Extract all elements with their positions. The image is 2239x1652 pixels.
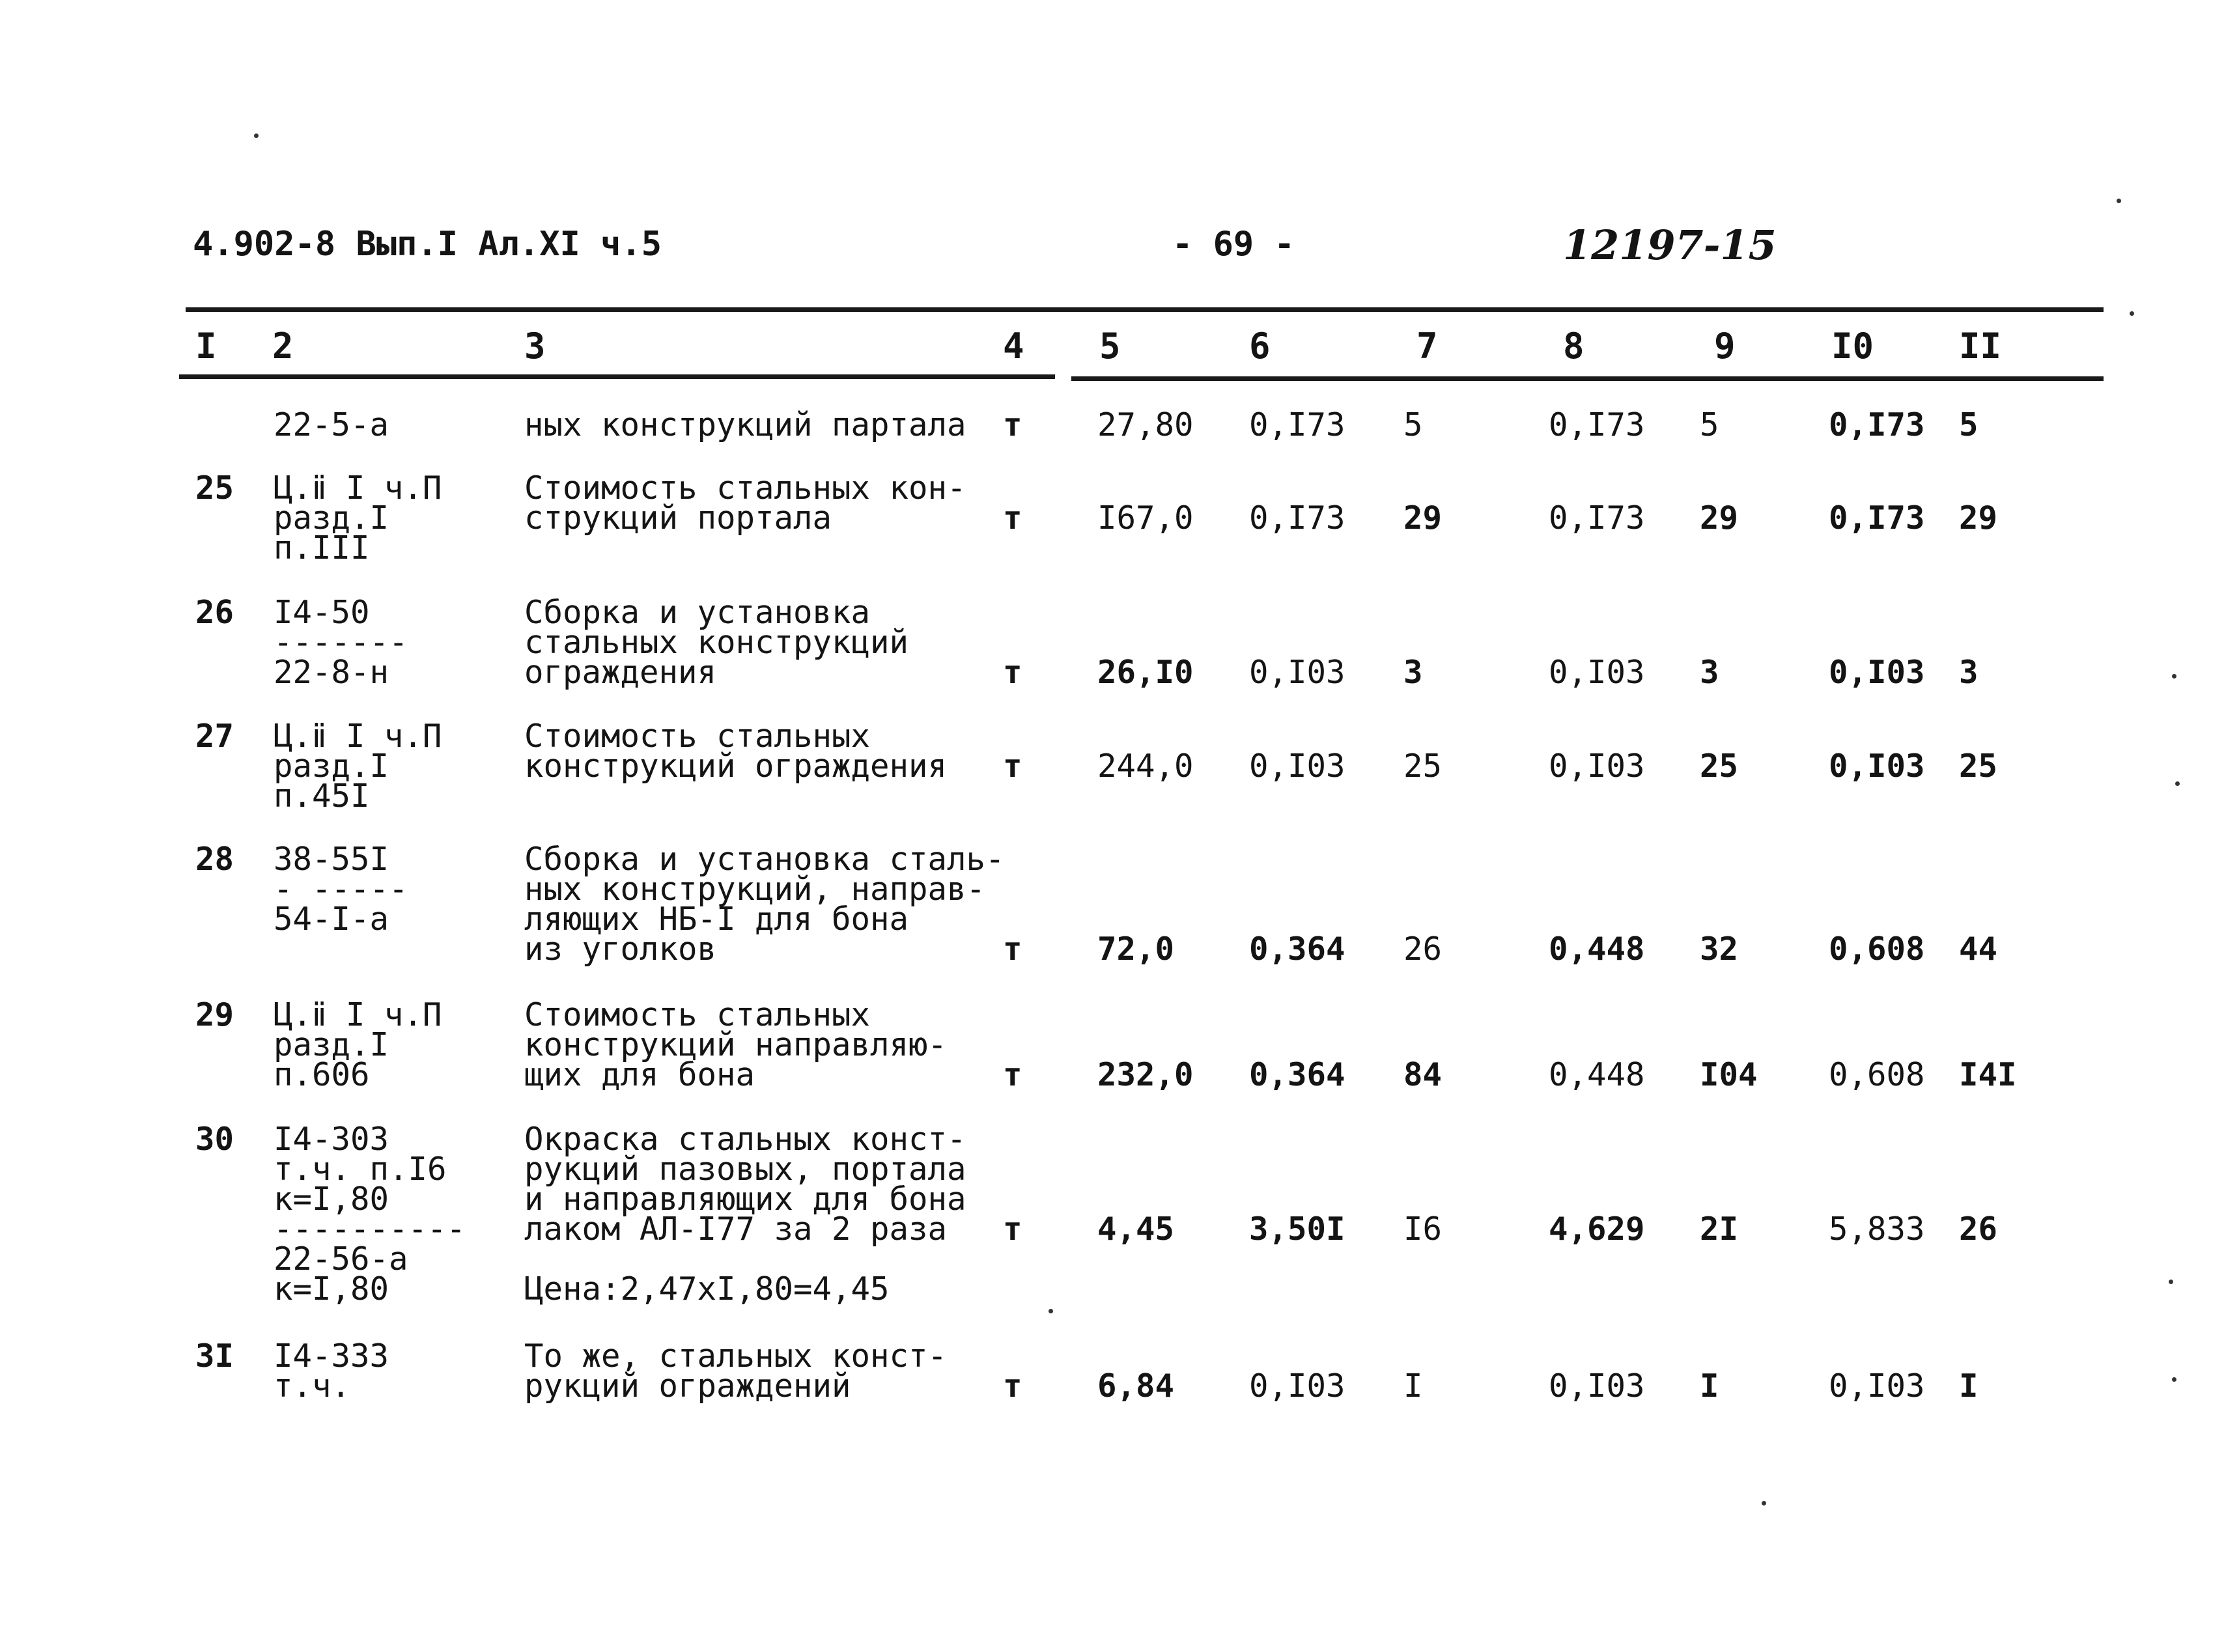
- row-value-10: 0,I73: [1829, 499, 1925, 537]
- row-value-8: 0,I03: [1549, 1367, 1645, 1405]
- row-value-7: 29: [1403, 499, 1443, 537]
- row-number: 30: [195, 1121, 234, 1158]
- scan-speck: [2172, 1377, 2176, 1382]
- row-value-8: 0,I73: [1549, 499, 1645, 537]
- row-number: 3I: [195, 1337, 234, 1375]
- column-header-9: 9: [1714, 326, 1736, 367]
- row-description: Окраска стальных конст- рукций пазовых, портала и направляющих для бона лаком АЛ-I77 за 2 раза Цена:2,47хI,80=4,45: [524, 1121, 966, 1308]
- scan-speck: [1049, 1309, 1053, 1313]
- registration-number: 12197-15: [1563, 221, 1777, 269]
- table-header-rule-right: [1071, 376, 2104, 381]
- row-unit: т: [1003, 748, 1022, 785]
- scan-speck: [1762, 1501, 1766, 1505]
- row-value-11: 44: [1959, 931, 1998, 968]
- row-value-6: 0,I73: [1249, 406, 1345, 443]
- row-unit: т: [1003, 1367, 1022, 1405]
- row-number: 26: [195, 594, 234, 631]
- row-description: Стоимость стальных конструкций направляю- щих для бона: [524, 996, 948, 1093]
- column-header-10: I0: [1831, 326, 1874, 367]
- row-code: Ц.ⅱ I ч.П разд.I п.606: [274, 996, 442, 1093]
- column-header-7: 7: [1416, 326, 1438, 367]
- row-code: 38-55I - ----- 54-I-а: [274, 841, 408, 938]
- row-unit: т: [1003, 499, 1022, 537]
- row-unit: т: [1003, 654, 1022, 691]
- scan-speck: [254, 133, 259, 138]
- row-value-9: 32: [1700, 931, 1739, 968]
- row-unit: т: [1003, 1056, 1022, 1093]
- row-value-11: 26: [1959, 1211, 1998, 1248]
- row-value-9: I: [1700, 1367, 1719, 1405]
- row-value-6: 3,50I: [1249, 1211, 1345, 1248]
- scan-speck: [2169, 1280, 2173, 1284]
- row-number: 25: [195, 469, 234, 507]
- row-value-5: 244,0: [1097, 748, 1194, 785]
- row-number: 29: [195, 996, 234, 1033]
- row-code: I4-333 т.ч.: [274, 1337, 389, 1405]
- row-value-6: 0,364: [1249, 931, 1345, 968]
- row-value-10: 0,I03: [1829, 1367, 1925, 1405]
- scan-speck: [2130, 311, 2134, 316]
- row-value-9: 2I: [1700, 1211, 1739, 1248]
- row-value-7: 84: [1403, 1056, 1443, 1093]
- row-value-10: 0,I03: [1829, 748, 1925, 785]
- scan-speck: [2117, 199, 2121, 203]
- column-header-1: I: [195, 326, 217, 367]
- row-description: ных конструкций партала: [524, 406, 966, 443]
- row-value-10: 5,833: [1829, 1211, 1925, 1248]
- row-value-10: 0,I03: [1829, 654, 1925, 691]
- row-value-11: I4I: [1959, 1056, 2017, 1093]
- row-value-10: 0,I73: [1829, 406, 1925, 443]
- row-value-11: 25: [1959, 748, 1998, 785]
- row-value-5: 4,45: [1097, 1211, 1175, 1248]
- row-value-7: I6: [1403, 1211, 1443, 1248]
- row-value-9: 5: [1700, 406, 1719, 443]
- row-value-6: 0,I03: [1249, 1367, 1345, 1405]
- row-code: 22-5-а: [274, 406, 389, 443]
- scan-speck: [2175, 781, 2180, 786]
- page-number: - 69 -: [1172, 225, 1295, 264]
- row-value-8: 0,I03: [1549, 748, 1645, 785]
- row-code: Ц.ⅱ I ч.П разд.I п.III: [274, 469, 442, 567]
- row-value-9: 3: [1700, 654, 1719, 691]
- row-value-5: 26,I0: [1097, 654, 1194, 691]
- row-value-8: 0,448: [1549, 1056, 1645, 1093]
- column-header-6: 6: [1249, 326, 1271, 367]
- row-value-8: 0,I03: [1549, 654, 1645, 691]
- row-value-7: 26: [1403, 931, 1443, 968]
- row-code: Ц.ⅱ I ч.П разд.I п.45I: [274, 718, 442, 815]
- row-value-9: 29: [1700, 499, 1739, 537]
- row-value-9: I04: [1700, 1056, 1758, 1093]
- row-value-8: 4,629: [1549, 1211, 1645, 1248]
- column-header-4: 4: [1003, 326, 1024, 367]
- row-value-8: 0,I73: [1549, 406, 1645, 443]
- row-unit: т: [1003, 406, 1022, 443]
- row-value-11: 3: [1959, 654, 1978, 691]
- row-value-5: 232,0: [1097, 1056, 1194, 1093]
- row-value-11: 29: [1959, 499, 1998, 537]
- row-value-11: I: [1959, 1367, 1978, 1405]
- table-top-rule: [186, 307, 2104, 312]
- row-description: Стоимость стальных кон- струкций портала: [524, 469, 966, 537]
- row-value-5: 6,84: [1097, 1367, 1175, 1405]
- row-description: Сборка и установка стальных конструкций ограждения: [524, 594, 909, 691]
- row-code: I4-303 т.ч. п.I6 к=I,80 ---------- 22-56-а к=I,80: [274, 1121, 466, 1308]
- row-unit: т: [1003, 1211, 1022, 1248]
- row-value-6: 0,I03: [1249, 748, 1345, 785]
- row-unit: т: [1003, 931, 1022, 968]
- column-header-11: II: [1959, 326, 2002, 367]
- row-number: 28: [195, 841, 234, 878]
- row-value-10: 0,608: [1829, 931, 1925, 968]
- scan-speck: [2172, 674, 2176, 679]
- row-value-5: 72,0: [1097, 931, 1175, 968]
- row-value-6: 0,364: [1249, 1056, 1345, 1093]
- column-header-5: 5: [1099, 326, 1121, 367]
- table-header-rule-left: [179, 374, 1055, 379]
- row-value-7: 3: [1403, 654, 1423, 691]
- row-value-7: I: [1403, 1367, 1423, 1405]
- row-description: То же, стальных конст- рукций ограждений: [524, 1337, 948, 1405]
- row-value-6: 0,I73: [1249, 499, 1345, 537]
- row-code: I4-50 ------- 22-8-н: [274, 594, 408, 691]
- row-value-7: 5: [1403, 406, 1423, 443]
- row-description: Сборка и установка сталь- ных конструкций, направ- ляющих НБ-I для бона из уголков: [524, 841, 1005, 968]
- row-value-7: 25: [1403, 748, 1443, 785]
- document-code: 4.902-8 Вып.I Ал.XI ч.5: [193, 225, 662, 264]
- row-value-6: 0,I03: [1249, 654, 1345, 691]
- row-value-5: 27,80: [1097, 406, 1194, 443]
- row-value-10: 0,608: [1829, 1056, 1925, 1093]
- column-header-2: 2: [272, 326, 294, 367]
- row-value-5: I67,0: [1097, 499, 1194, 537]
- column-header-8: 8: [1563, 326, 1584, 367]
- column-header-3: 3: [524, 326, 546, 367]
- row-value-11: 5: [1959, 406, 1978, 443]
- row-description: Стоимость стальных конструкций ограждения: [524, 718, 948, 785]
- row-value-9: 25: [1700, 748, 1739, 785]
- row-value-8: 0,448: [1549, 931, 1645, 968]
- row-number: 27: [195, 718, 234, 755]
